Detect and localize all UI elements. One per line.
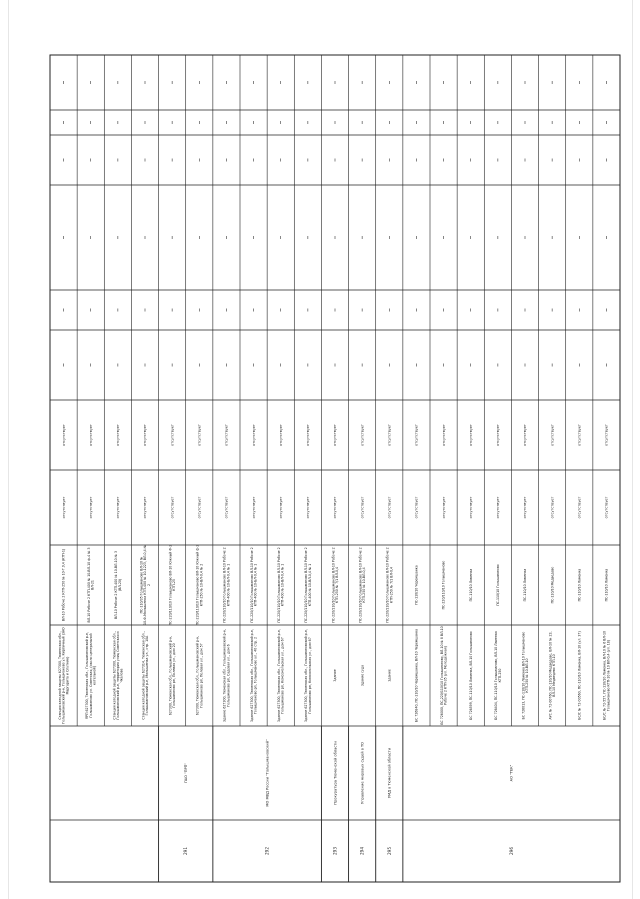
status-b — [496, 424, 500, 446]
status-b-text: отсутствует — [468, 424, 473, 446]
connection-point — [223, 547, 231, 622]
organization-name-text: Прокуратура Тюменской области — [333, 741, 338, 805]
connection-point-text: ПС-220/110/10 Голышманово ВЛ-10 Рабоче 2КТП-250 № 7/1 ВЛ-0,4 — [385, 547, 394, 623]
status-a-text: отсутствует — [224, 496, 229, 519]
status-a-text: отсутствует — [387, 496, 392, 519]
status-a-text: отсутствует — [170, 496, 175, 519]
status-b-text: отсутствует — [224, 424, 229, 446]
organization-name — [184, 763, 188, 783]
organization-name — [510, 764, 514, 781]
row-number-text: 295 — [386, 847, 392, 855]
status-b-text: отсутствует — [496, 424, 501, 446]
organization-name-text: Управление мировых судей в ТО — [360, 742, 365, 804]
object-name-text: Станция катодной защиты 627300, Тюменская обл.,Голышмановский р-н, Голышманово ул. Кирпичный (ЗАОМаргарита и Спутник) — [58, 627, 70, 724]
connection-point-text: ПС-220/110/10 Голышманово ВЛ-10 Рабоче 2КТП-250 № 10-ВЛ-0,4 — [358, 547, 367, 623]
status-b-text: отсутствует — [577, 424, 582, 446]
organization-name-text: АО "ТЕК" — [509, 764, 514, 782]
object-name — [58, 627, 69, 724]
status-b — [577, 424, 581, 446]
object-name — [333, 669, 337, 681]
organization-name-text: МО МВД России "Голышмановский" — [265, 739, 270, 807]
row-number — [265, 847, 270, 855]
object-name-text: Здание 627300, Тюменская обл., Голышмановский р-н,Голышманово рп, Садовая ул., дом 6 — [222, 629, 231, 722]
row-number-text: 296 — [508, 847, 514, 855]
status-b-text: отсутствует — [306, 424, 311, 446]
status-b — [252, 424, 256, 446]
row-number-text: 293 — [332, 847, 338, 855]
status-a — [387, 497, 391, 519]
object-name-text: АУС № 72-00760, ПС-110/10 Медведево, ВЛ-10 № 23,ВЛ-10 Медведево КТП-10 — [548, 631, 557, 720]
row-number — [509, 847, 514, 855]
connection-point — [442, 561, 446, 610]
object-name — [304, 629, 312, 722]
status-a-text: отсутствует — [523, 496, 528, 519]
status-b — [89, 424, 93, 446]
status-b-text: отсутствует — [414, 424, 419, 446]
status-b-text: отсутствует — [604, 424, 609, 446]
row-number — [360, 847, 365, 855]
object-name-text: Здание 627300, Тюменская обл., Голышмановский р-н,Голышманово рп, Комсомольская ул., дом 67 — [276, 629, 285, 722]
object-name — [196, 636, 204, 716]
status-b-text: отсутствует — [116, 424, 121, 446]
row-number — [332, 847, 337, 855]
object-name — [494, 631, 502, 720]
connection-point — [469, 569, 473, 602]
status-a-text: отсутствует — [197, 496, 202, 519]
object-name — [440, 626, 448, 724]
connection-point — [386, 547, 394, 622]
object-name-text: Здание — [387, 669, 392, 682]
status-a-text: отсутствует — [143, 496, 148, 519]
organization-name — [265, 739, 269, 807]
connection-point — [550, 567, 554, 604]
status-b-text: отсутствует — [197, 424, 202, 446]
status-b — [143, 424, 147, 446]
object-name-text: Станция катодной защиты 627314, Тюменская обл.,Голышмановский р-н, Малышенка ул., стр. 10А — [141, 631, 149, 720]
scan-edge-left — [8, 0, 9, 899]
object-name-text: ЯРП 627300, Тюменская обл., Голышмановский р-н,Голышманово ул. Советская, (около центральнойкотельной) — [85, 631, 97, 720]
connection-point — [304, 547, 312, 622]
status-a-text: отсутствует — [251, 496, 256, 519]
object-name-text: Здание 627300, Тюменская обл., Голышмановский р-н,Голышманово рп, Голышманово ул., 40 стр. 2 — [249, 629, 258, 722]
object-name-text: Станция катодной защиты 627300, Тюменская обл.,Голышмановский р-н, территория улиц Советская иЧкалова — [112, 631, 124, 720]
status-a — [225, 497, 229, 519]
status-b-text: отсутствует — [333, 424, 338, 446]
object-name-text: БС 726404, ПС-110/10 Голышманово, ВЛ-10 ЛаменкаКТП-250 — [494, 631, 502, 720]
row-number-text: 292 — [264, 847, 270, 855]
object-name — [168, 636, 176, 716]
organization-name-text: УМД в Тюменской области — [387, 747, 392, 799]
status-b-text: отсутствует — [88, 424, 93, 446]
status-a — [442, 497, 446, 519]
status-b-text: отсутствует — [143, 424, 148, 446]
status-a-text: отсутствует — [88, 496, 93, 519]
status-a — [143, 497, 147, 519]
status-b — [605, 424, 609, 446]
status-b-text: отсутствует — [550, 424, 555, 446]
status-b — [523, 424, 527, 446]
row-number-text: 291 — [183, 847, 189, 855]
object-name — [387, 669, 391, 681]
connection-point-text: ПС-220/110/10 Голышманово ВЛ-10 Рабоче 2КТП-400 № 10-ВЛ-0,4 № 1 — [276, 547, 285, 623]
connection-point-text: ПС-110/10 Черемшанка — [414, 565, 419, 605]
connection-point — [250, 547, 258, 622]
status-a — [469, 497, 473, 519]
connection-point — [496, 564, 500, 606]
organization-name — [388, 747, 392, 798]
status-b — [62, 424, 66, 446]
status-a-text: отсутствует — [61, 496, 66, 519]
connection-point-text: ПС-110/10 Ламенка — [604, 568, 609, 602]
object-name — [277, 629, 285, 722]
status-a-text: отсутствует — [333, 496, 338, 519]
status-a — [496, 497, 500, 519]
connection-point-text: ПС-220/110/10 Голышманово ВЛ-10 Южный Ф-2КТП-25 — [168, 544, 177, 626]
status-b-text: отсутствует — [278, 424, 283, 446]
object-name-text: 627300, Тюменская обл., Голышмановский р-н,Голышманово рп, Полевая ул., дом 20 — [168, 635, 177, 716]
status-a-text: отсутствует — [306, 496, 311, 519]
status-b — [550, 424, 554, 446]
status-a — [415, 497, 419, 519]
status-b — [170, 424, 174, 446]
connection-point-text: ПС-110/35 Голышманово ВЛ-10 №10-Ф-Малышенка КТП-400 № 10-1223, ВЛ-0,4 №2 — [139, 545, 151, 625]
object-name — [85, 632, 96, 719]
status-a — [252, 497, 256, 519]
status-a — [89, 497, 93, 519]
object-name-text: Здание суда — [360, 664, 365, 687]
status-b — [442, 424, 446, 446]
connection-point-text: ПС-110/10 Медведево — [550, 566, 555, 604]
connection-point — [139, 544, 150, 625]
status-b — [225, 424, 229, 446]
status-a-text: отсутствует — [441, 496, 446, 519]
object-name-text: Здание 627300, Тюменская обл., Голышмановский р-н,Голышманово рп, Комсомольская ул., дом 67 — [304, 629, 312, 722]
status-a-text: отсутствует — [550, 496, 555, 519]
object-name — [577, 631, 581, 719]
connection-point-text: ВЛ-10 Рабоче 2 КТП-250 № 10-Т.9,4 (КТП-1) — [61, 548, 66, 622]
status-b-text: отсутствует — [441, 424, 446, 446]
connection-point-text: ПС-220/110/10 Голышманово ВЛ-10 Южный ф-2КТП-250 № 10-ВЛ-0,4 № 2 — [195, 544, 204, 626]
status-a — [279, 497, 283, 519]
object-name — [521, 632, 529, 720]
object-name-text: 627300, Тюменская обл., Голышмановский р-н,Голышманово рп, Полевая ул., дом 57 — [195, 635, 204, 716]
connection-point — [331, 547, 339, 622]
object-name — [223, 629, 231, 722]
connection-point — [87, 548, 95, 623]
connection-point — [415, 565, 419, 604]
status-b — [116, 424, 120, 446]
status-b — [415, 424, 419, 446]
status-a — [197, 497, 201, 519]
status-a-text: отсутствует — [278, 496, 283, 519]
connection-point — [523, 569, 527, 602]
status-a — [170, 497, 174, 519]
object-name-text: БС 726599, ПС-110/10 Ламенка, ВЛ-10 Голышманово — [468, 631, 473, 720]
status-a-text: отсутствует — [116, 496, 121, 519]
object-name — [548, 631, 556, 719]
status-a-text: отсутствует — [468, 496, 473, 519]
connection-point-text: ПС-220/110/10 Голышманово — [441, 560, 446, 610]
status-b-text: отсутствует — [523, 424, 528, 446]
status-a-text: отсутствует — [604, 496, 609, 519]
connection-point-text: ПС-220/110/10 Голышманово ВЛ-10 Рабоче 2КТП-400 № 10-ВЛ-0,4 № 1 — [304, 547, 312, 623]
connection-point-text: ПС-110/10 Голышманово — [495, 564, 500, 606]
organization-name — [360, 742, 364, 804]
object-name-text: БС/С № 72-557, ПС-110/10 Ламенка, ВЛ-10 № 6 ВЛ-10Голышманово КТП-10 № 10 ВЛ-0,4 (ул. 18) — [602, 630, 611, 721]
connection-point — [114, 551, 122, 619]
status-a-text: отсутствует — [577, 496, 582, 519]
connection-point-text: ВЛ-10 Рабоче 2 КТП-400 № 10-ВЛ-10 ф-4 № 3ВЛ-21 — [86, 547, 95, 623]
object-name — [415, 629, 419, 722]
row-number-text: 294 — [359, 847, 365, 855]
status-a — [550, 497, 554, 519]
status-a — [306, 497, 310, 519]
status-b-text: отсутствует — [360, 424, 365, 446]
connection-point — [196, 545, 204, 625]
status-b-text: отсутствует — [387, 424, 392, 446]
connection-point — [605, 569, 609, 602]
connection-point-text: ПС-110/10 Ламенка — [468, 568, 473, 602]
row-number — [387, 847, 392, 855]
status-a — [62, 497, 66, 519]
status-b — [333, 424, 337, 446]
connection-point — [277, 547, 285, 622]
status-a-text: отсутствует — [496, 496, 501, 519]
status-a — [360, 497, 364, 519]
organization-name — [333, 741, 337, 805]
scan-edge-right — [632, 0, 633, 899]
status-a — [523, 497, 527, 519]
object-name — [250, 629, 258, 722]
status-b — [197, 424, 201, 446]
connection-point-text: ПС-220/110/10 Голышманово ВЛ-10 Рабоче 2КТП-400 № 10-БЛ-0,4 № 1 — [249, 547, 258, 623]
status-a — [333, 497, 337, 519]
object-name — [469, 631, 473, 720]
object-name-text: БС 726000, ПС-220/110/10 Голышманово, ВЛ-10 № 8 ВЛ-10Рабоче 2 КТП-35 (ул. Молодёжная) — [439, 626, 448, 725]
row-number — [183, 847, 188, 855]
status-a-text: отсутствует — [414, 496, 419, 519]
object-name-text: Здание — [333, 669, 338, 682]
object-name-text: БС 726840, ПС-110/10 Черемшанка, ВЛ-10 Черемшанка — [414, 628, 419, 723]
object-name — [112, 631, 123, 719]
object-name — [603, 631, 611, 720]
status-b — [469, 424, 473, 446]
status-b — [306, 424, 310, 446]
connection-point-text: ВЛ-10 Рабоче 2 КТП-400 № 10-ВЛ-10 № 3(ВЛ-20) — [114, 550, 122, 620]
connection-point-text: ПС-220/110/10 Голышманово ВЛ-10 Рабоче 2КТП-250 № 7/1 ВЛ-0,4 — [331, 547, 339, 623]
status-b-text: отсутствует — [170, 424, 175, 446]
connection-point-text: ПС-220/110/10 Голышманово ВЛ-10 Рабоче 2КТП-400 № 10-БЛ-0,4 № 1 — [222, 547, 231, 623]
status-b — [360, 424, 364, 446]
connection-point — [358, 547, 366, 622]
object-name-text: БС/С № 72-00560, ПС-110/10 Ламенка, ВЛ-10 (ул. 37) — [577, 631, 582, 720]
connection-point — [577, 569, 581, 602]
object-name-text: БС 726013, ПС-110/10 Ламенка ВЛ-10 ГолышмановоКТП-250 № 10-ВЛ-10 — [521, 631, 529, 720]
status-a-text: отсутствует — [360, 496, 365, 519]
connection-point — [168, 545, 176, 625]
organization-name-text: ПАО "ПРП" — [183, 762, 188, 784]
connection-point-text: ПС-110/10 Ламенка — [577, 568, 582, 602]
status-b — [279, 424, 283, 446]
status-b-text: отсутствует — [251, 424, 256, 446]
object-name — [141, 631, 149, 719]
object-name — [360, 665, 364, 686]
status-a — [116, 497, 120, 519]
connection-point — [62, 549, 66, 621]
status-a — [577, 497, 581, 519]
connection-point-text: ПС-110/10 Ламенка — [523, 568, 528, 602]
status-b-text: отсутствует — [61, 424, 66, 446]
status-a — [605, 497, 609, 519]
status-b — [387, 424, 391, 446]
